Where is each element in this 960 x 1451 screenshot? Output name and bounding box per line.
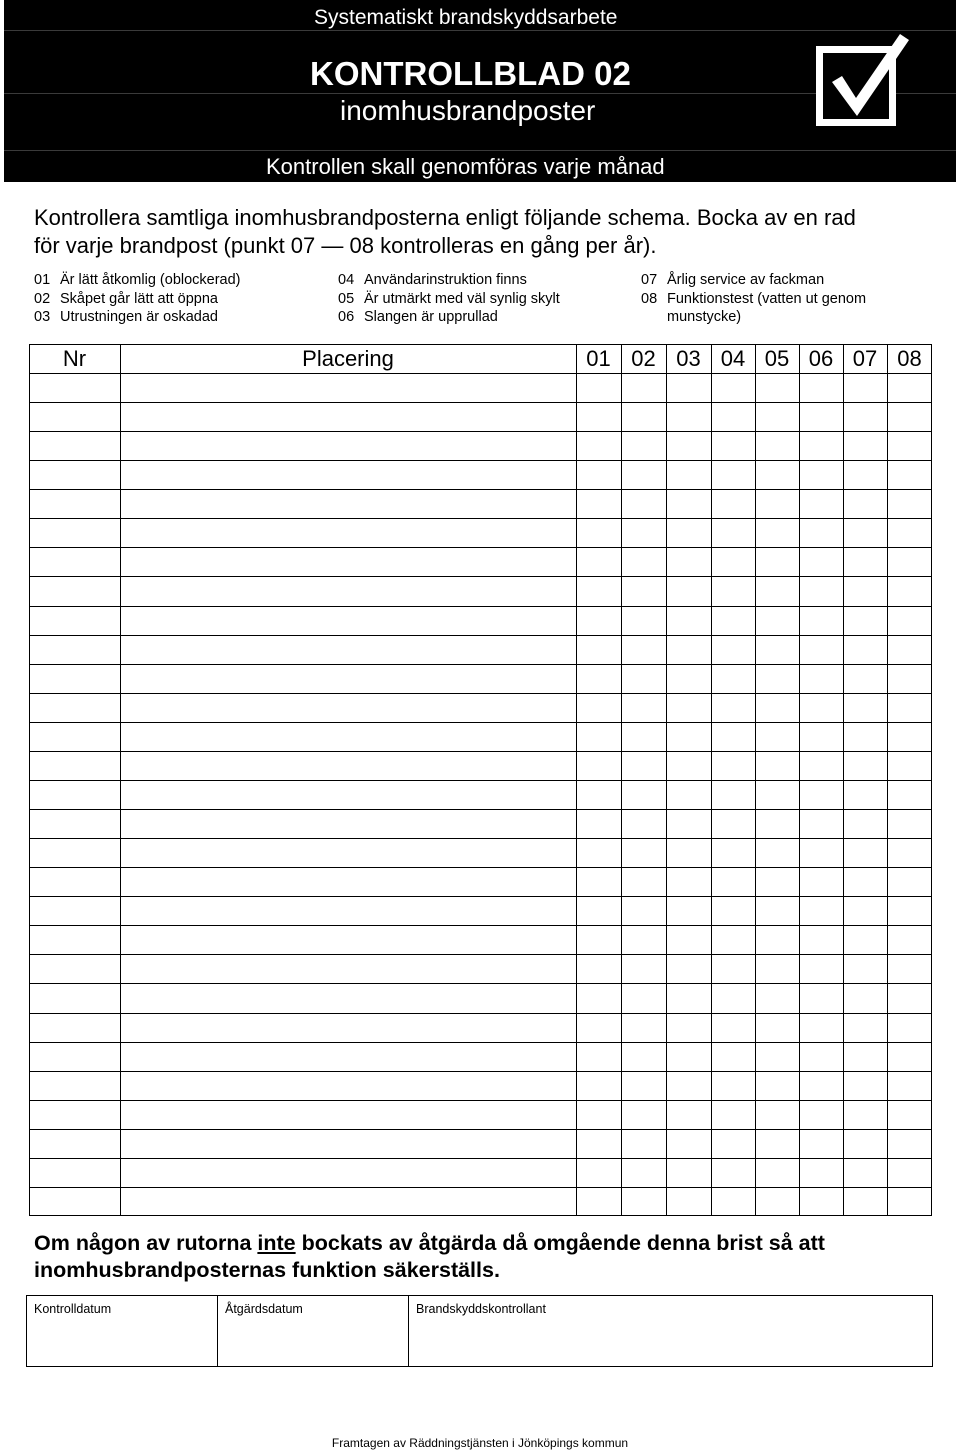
legend-text: Slangen är upprullad bbox=[364, 309, 498, 325]
legend-number: 04 bbox=[338, 272, 355, 288]
legend-item bbox=[641, 271, 866, 290]
legend-item bbox=[641, 308, 866, 327]
warning-text bbox=[34, 1230, 825, 1284]
legend-column bbox=[338, 271, 560, 327]
signature-label: Brandskyddskontrollant bbox=[416, 1302, 546, 1316]
header-supertitle: Systematiskt brandskyddsarbete bbox=[314, 6, 618, 29]
legend-number: 06 bbox=[338, 309, 355, 325]
legend-column bbox=[34, 271, 241, 327]
legend-item bbox=[34, 290, 241, 309]
page-subtitle: inomhusbrandposter bbox=[340, 95, 596, 126]
column-header-01: 01 bbox=[586, 346, 611, 371]
column-header-08: 08 bbox=[897, 346, 922, 371]
warning-line: inomhusbrandposternas funktion säkerställs. bbox=[34, 1258, 500, 1282]
legend-text: Är utmärkt med väl synlig skylt bbox=[364, 290, 560, 307]
legend-item bbox=[34, 271, 241, 290]
signature-table bbox=[26, 1295, 933, 1367]
instructions-line: Kontrollera samtliga inomhusbrandposterna enligt följande schema. Bocka av en rad bbox=[34, 205, 856, 230]
signature-cell-atgardsdatum[interactable] bbox=[218, 1296, 409, 1366]
column-header-03: 03 bbox=[676, 346, 701, 371]
signature-label: Kontrolldatum bbox=[34, 1302, 112, 1316]
instructions bbox=[34, 204, 934, 260]
instructions-line: för varje brandpost (punkt 07 — 08 kontrolleras en gång per år). bbox=[34, 233, 657, 258]
legend-item bbox=[338, 290, 560, 309]
signature-cell-kontrolldatum[interactable] bbox=[27, 1296, 218, 1366]
column-header-07: 07 bbox=[852, 346, 878, 371]
legend-item bbox=[338, 308, 560, 327]
footer-credit: Framtagen av Räddningstjänsten i Jönköpings kommun bbox=[331, 1436, 629, 1450]
column-header-02: 02 bbox=[631, 346, 656, 371]
legend-item bbox=[338, 271, 560, 290]
legend-number: 03 bbox=[34, 309, 51, 325]
legend-item bbox=[641, 290, 866, 309]
legend-number: 05 bbox=[338, 290, 355, 307]
legend-text: Utrustningen är oskadad bbox=[60, 309, 218, 325]
legend-column bbox=[641, 271, 866, 327]
legend-text: munstycke) bbox=[667, 309, 742, 325]
legend-text: Årlig service av fackman bbox=[667, 272, 825, 288]
inspection-table-grid bbox=[29, 344, 932, 1216]
column-header-nr: Nr bbox=[62, 346, 87, 371]
signature-cell-brandskyddskontrollant[interactable] bbox=[409, 1296, 932, 1366]
column-header-06: 06 bbox=[808, 346, 834, 371]
legend-number: 07 bbox=[641, 272, 658, 288]
inspection-table bbox=[29, 344, 932, 1216]
page-title: KONTROLLBLAD 02 bbox=[310, 55, 631, 92]
header-banner bbox=[4, 0, 956, 182]
legend-number: 02 bbox=[34, 290, 51, 307]
header-rule bbox=[4, 150, 956, 151]
signature-label: Åtgärdsdatum bbox=[225, 1302, 303, 1316]
column-header-04: 04 bbox=[720, 346, 746, 371]
legend-text: Är lätt åtkomlig (oblockerad) bbox=[60, 272, 241, 288]
warning-line: Om någon av rutorna inte bockats av åtgärda då omgående denna brist så att bbox=[34, 1231, 825, 1255]
checkbox-checked-icon bbox=[812, 30, 912, 130]
legend-text: Skåpet går lätt att öppna bbox=[60, 290, 218, 307]
legend-item bbox=[34, 308, 241, 327]
column-header-placering: Placering bbox=[302, 346, 394, 371]
frequency-note: Kontrollen skall genomföras varje månad bbox=[266, 154, 665, 179]
legend-text: Användarinstruktion finns bbox=[364, 272, 527, 288]
legend-text: Funktionstest (vatten ut genom bbox=[667, 290, 867, 307]
legend-number: 08 bbox=[641, 290, 658, 307]
legend-number: 01 bbox=[34, 272, 51, 288]
column-header-05: 05 bbox=[764, 346, 790, 371]
